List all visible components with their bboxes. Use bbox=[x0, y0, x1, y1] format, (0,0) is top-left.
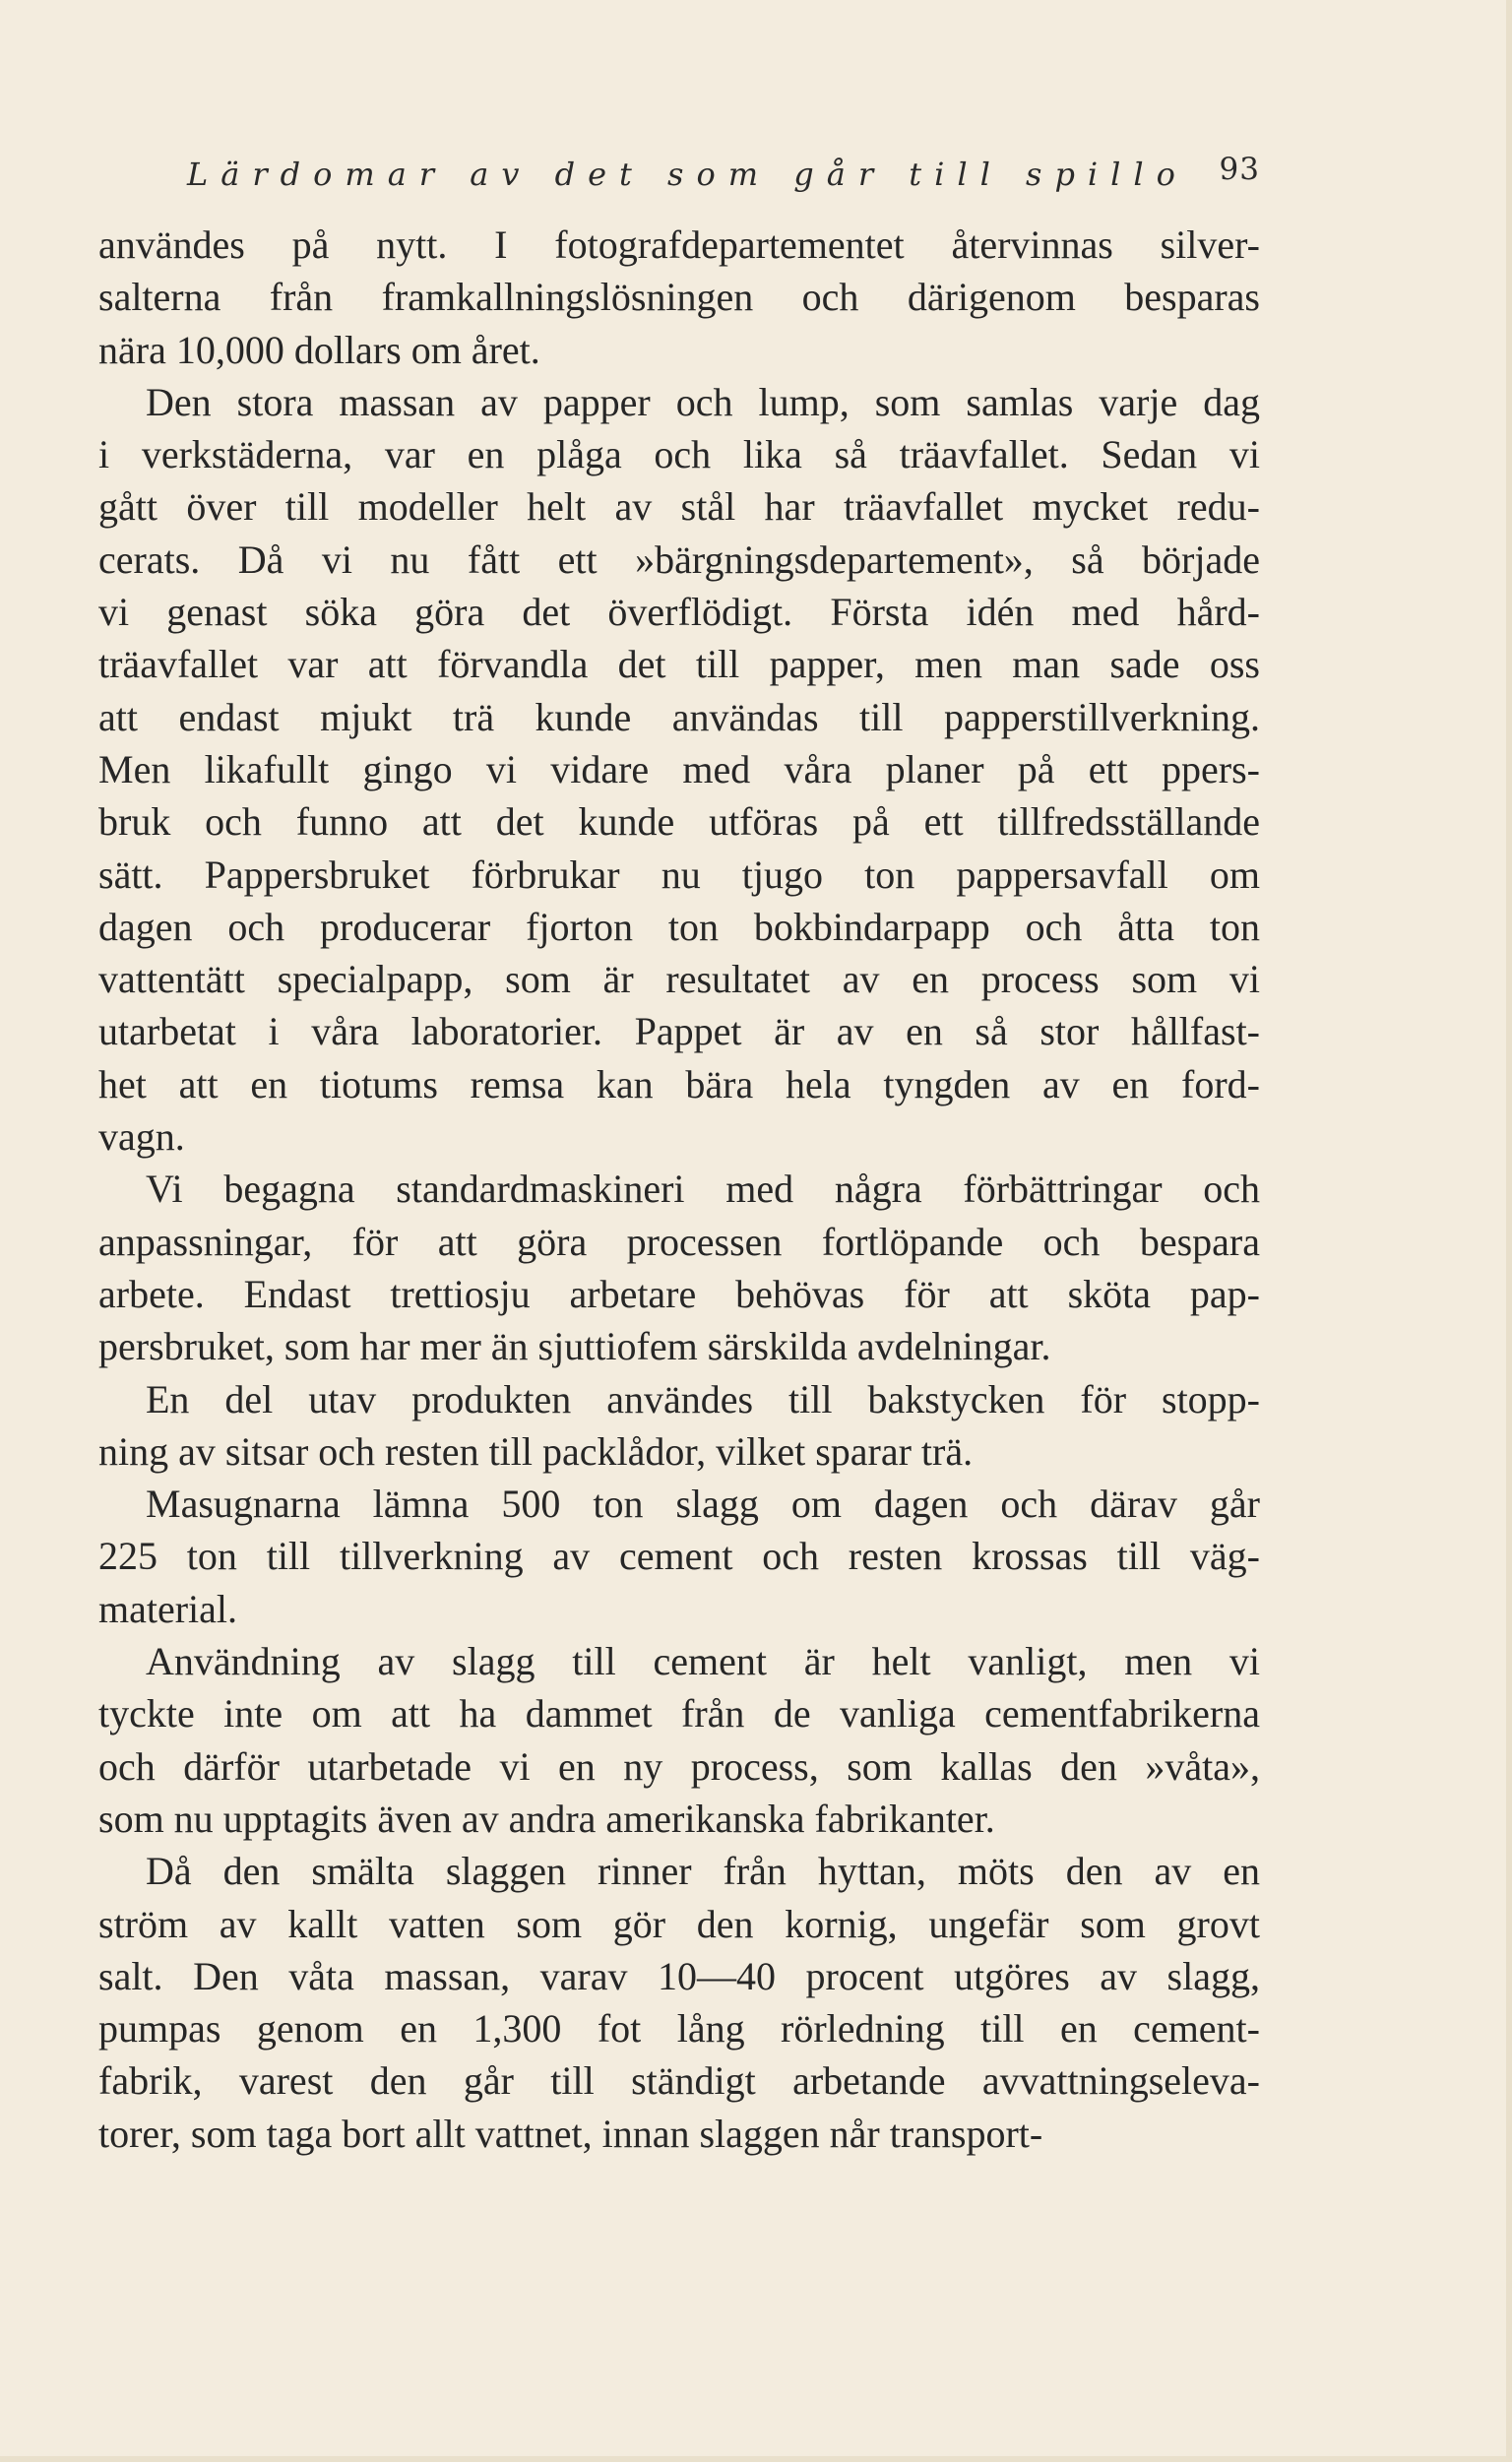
text-line: Masugnarna lämna 500 ton slagg om dagen och därav går bbox=[146, 1482, 1260, 1527]
text-line: het att en tiotums remsa kan bära hela tyngden av en ford- bbox=[98, 1061, 1260, 1106]
running-title: Lärdomar av det som går till spillo bbox=[187, 156, 1188, 193]
text-line: dagen och producerar fjorton ton bokbindarpapp och åtta ton bbox=[98, 904, 1260, 949]
text-line: utarbetat i våra laboratorier. Pappet är av en så stor hållfast- bbox=[98, 1009, 1260, 1054]
text-line: Den stora massan av papper och lump, som samlas varje dag bbox=[146, 379, 1260, 424]
text-line: pumpas genom en 1,300 fot lång rörledning till en cement- bbox=[98, 2006, 1260, 2052]
text-line: material. bbox=[98, 1586, 238, 1631]
text-line: fabrik, varest den går till ständigt arbetande avvattningseleva- bbox=[98, 2058, 1260, 2104]
text-line: som nu upptagits även av andra amerikanska fabrikanter. bbox=[98, 1796, 995, 1841]
text-line: arbete. Endast trettiosju arbetare behövas för att sköta pap- bbox=[98, 1271, 1260, 1316]
text-line: 225 ton till tillverkning av cement och resten krossas till väg- bbox=[98, 1534, 1260, 1579]
text-line: torer, som taga bort allt vattnet, innan slaggen når transport- bbox=[98, 2111, 1043, 2156]
text-line: användes på nytt. I fotografdepartementet återvinnas silver- bbox=[98, 222, 1260, 267]
text-line: persbruket, som har mer än sjuttiofem särskilda avdelningar. bbox=[98, 1324, 1051, 1369]
text-line: Vi begagna standardmaskineri med några förbättringar och bbox=[146, 1167, 1260, 1212]
text-line: gått över till modeller helt av stål har träavfallet mycket redu- bbox=[98, 484, 1260, 530]
text-line: salterna från framkallningslösningen och därigenom besparas bbox=[98, 275, 1260, 320]
text-line: träavfallet var att förvandla det till papper, men man sade oss bbox=[98, 642, 1260, 687]
running-header bbox=[187, 152, 1260, 205]
text-line: sätt. Pappersbruket förbrukar nu tjugo ton pappersavfall om bbox=[98, 852, 1260, 897]
text-line: bruk och funno att det kunde utföras på ett tillfredsställande bbox=[98, 799, 1260, 845]
text-line: En del utav produkten användes till bakstycken för stopp- bbox=[146, 1376, 1260, 1421]
text-line: vagn. bbox=[98, 1114, 185, 1160]
text-line: nära 10,000 dollars om året. bbox=[98, 327, 540, 372]
text-line: cerats. Då vi nu fått ett »bärgningsdepartement», så började bbox=[98, 537, 1260, 582]
text-line: Användning av slagg till cement är helt vanligt, men vi bbox=[146, 1639, 1260, 1684]
text-line: i verkstäderna, var en plåga och lika så träavfallet. Sedan vi bbox=[98, 432, 1260, 477]
text-line: vattentätt specialpapp, som är resultatet av en process som vi bbox=[98, 957, 1260, 1002]
text-line: salt. Den våta massan, varav 10—40 procent utgöres av slagg, bbox=[98, 1953, 1260, 1998]
page-number: 93 bbox=[1219, 152, 1260, 187]
body-text bbox=[98, 219, 1260, 2160]
text-line: vi genast söka göra det överflödigt. Första idén med hård- bbox=[98, 590, 1260, 635]
text-line: tyckte inte om att ha dammet från de vanliga cementfabrikerna bbox=[98, 1691, 1260, 1736]
text-line: ning av sitsar och resten till packlådor, vilket sparar trä. bbox=[98, 1428, 974, 1474]
text-line: ström av kallt vatten som gör den kornig, ungefär som grovt bbox=[98, 1901, 1260, 1946]
text-line: Men likafullt gingo vi vidare med våra planer på ett ppers- bbox=[98, 746, 1260, 791]
text-line: att endast mjukt trä kunde användas till papperstillverkning. bbox=[98, 694, 1260, 739]
text-line: Då den smälta slaggen rinner från hyttan, möts den av en bbox=[146, 1849, 1260, 1894]
text-line: anpassningar, för att göra processen fortlöpande och bespara bbox=[98, 1219, 1260, 1264]
text-line: och därför utarbetade vi en ny process, som kallas den »våta», bbox=[98, 1743, 1260, 1789]
